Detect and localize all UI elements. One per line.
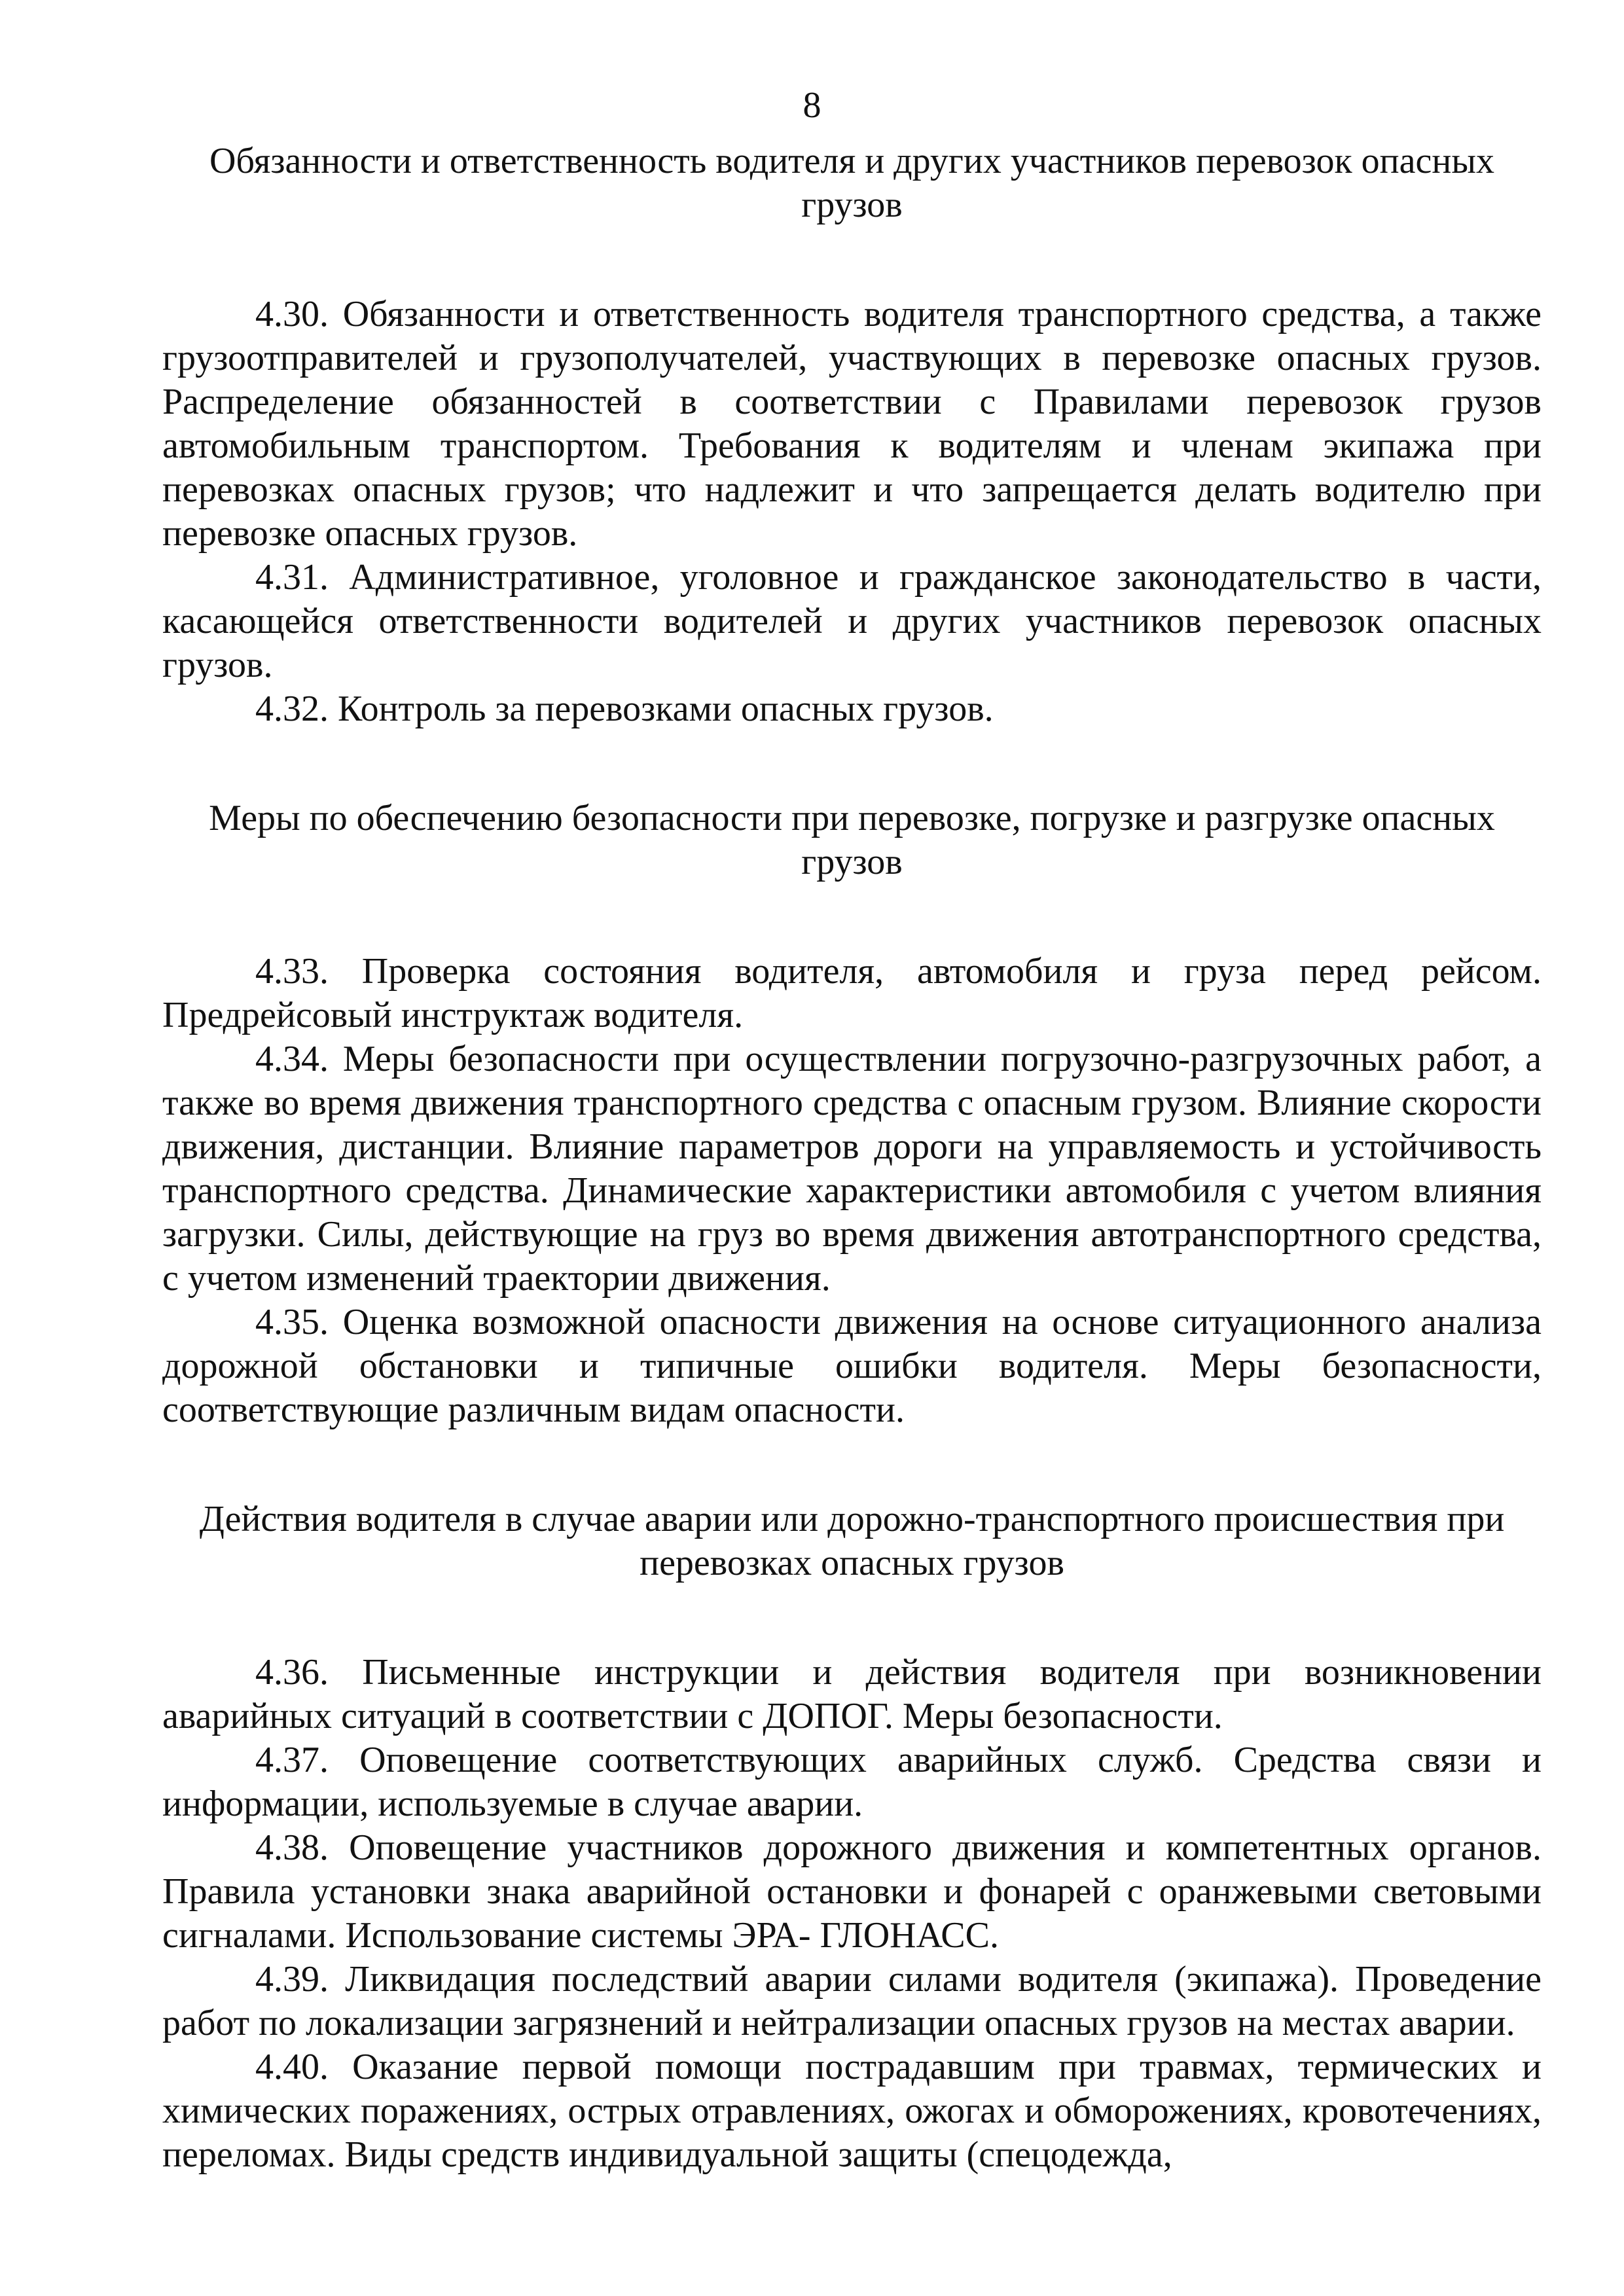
paragraph-4-30: 4.30. Обязанности и ответственность водителя транспортного средства, а также грузоотправителей и грузополучателей, участвующих в перевозке опасных грузов. Распределение обязанностей в соответствии с Правилами перевозок грузов автомобильным транспортом. Требования к водителям и членам экипажа при перевозках опасных грузов; что надлежит и что запрещается делать водителю при перевозке опасных грузов. [162,294,1542,554]
paragraph-4-40: 4.40. Оказание первой помощи пострадавшим при травмах, термических и химических поражениях, острых отравлениях, ожогах и обморожениях, кровотечениях, переломах. Виды средств индивидуальной защиты (спецодежда, [162,2047,1542,2175]
paragraph-4-33: 4.33. Проверка состояния водителя, автомобиля и груза перед рейсом. Предрейсовый инструктаж водителя. [162,951,1542,1035]
paragraph-4-32: 4.32. Контроль за перевозками опасных грузов. [255,689,994,729]
paragraph-4-36: 4.36. Письменные инструкции и действия водителя при возникновении аварийных ситуаций в соответствии с ДОПОГ. Меры безопасности. [162,1652,1542,1736]
section-heading: Меры по обеспечению безопасности при перевозке, погрузке и разгрузке опасных грузов [209,798,1495,882]
document-body [162,139,1542,2177]
paragraph-4-38: 4.38. Оповещение участников дорожного движения и компетентных органов. Правила установки знака аварийной остановки и фонарей с оранжевыми световыми сигналами. Использование системы ЭРА- ГЛОНАСС. [162,1827,1542,1956]
paragraph-4-31: 4.31. Административное, уголовное и гражданское законодательство в части, касающейся ответственности водителей и других участников перевозок опасных грузов. [162,557,1542,685]
section-heading: Действия водителя в случае аварии или дорожно-транспортного происшествия при перевозках опасных грузов [199,1499,1505,1583]
paragraph-4-39: 4.39. Ликвидация последствий аварии силами водителя (экипажа). Проведение работ по локализации загрязнений и нейтрализации опасных грузов на местах аварии. [162,1959,1542,2043]
paragraph-4-37: 4.37. Оповещение соответствующих аварийных служб. Средства связи и информации, используемые в случае аварии. [162,1740,1542,1824]
section-safety-measures [162,797,1542,1432]
paragraph-4-35: 4.35. Оценка возможной опасности движения на основе ситуационного анализа дорожной обстановки и типичные ошибки водителя. Меры безопасности, соответствующие различным видам опасности. [162,1302,1542,1430]
paragraph-4-34: 4.34. Меры безопасности при осуществлении погрузочно-разгрузочных работ, а также во время движения транспортного средства с опасным грузом. Влияние скорости движения, дистанции. Влияние параметров дороги на управляемость и устойчивость транспортного средства. Динамические характеристики автомобиля с учетом влияния загрузки. Силы, действующие на груз во время движения автотранспортного средства, с учетом изменений траектории движения. [162,1039,1542,1299]
section-heading: Обязанности и ответственность водителя и других участников перевозок опасных грузов [209,141,1494,225]
page-number: 8 [803,85,821,126]
section-driver-duties [162,139,1542,731]
section-emergency-actions [162,1498,1542,2177]
